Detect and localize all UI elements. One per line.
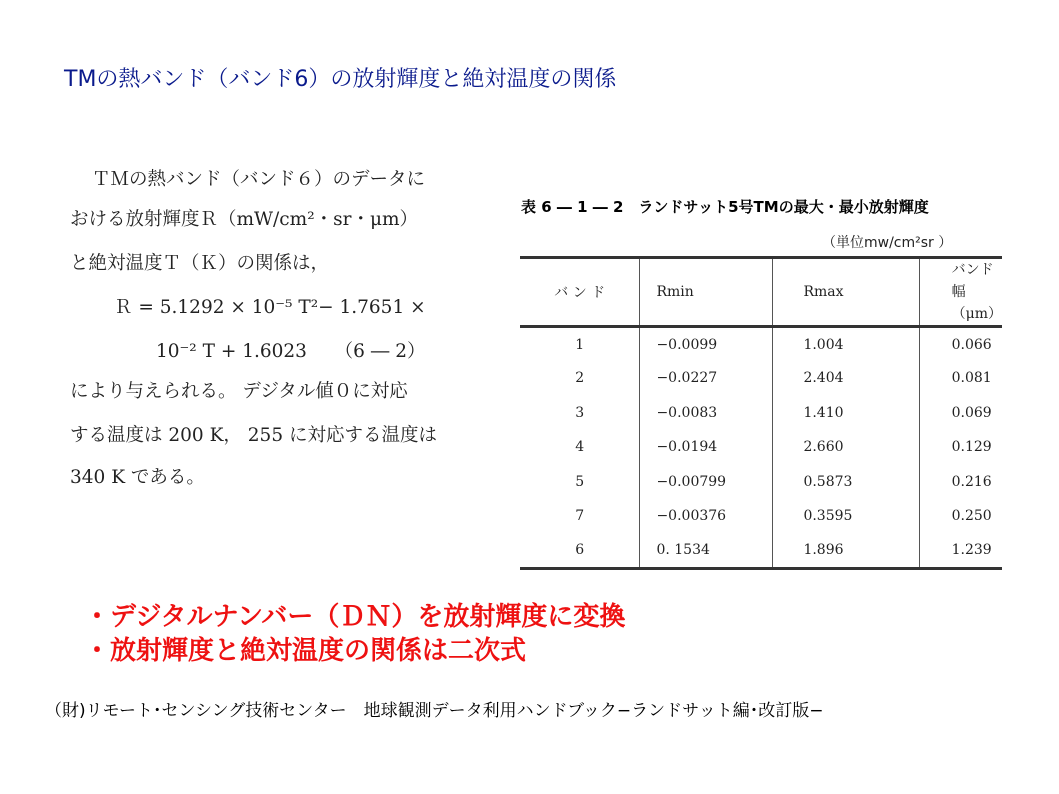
cell-rmax: 1.410 [773,396,919,431]
paragraph-line: おける放射輝度Ｒ（mW/cm²・sr・μm） [70,209,419,230]
paragraph-line: により与えられる。 デジタル値０に対応 [70,381,408,402]
cell-rmin: −0.0099 [640,327,773,362]
cell-rmin: −0.0194 [640,430,773,465]
cell-band: 3 [575,404,585,421]
table-row [520,465,1002,500]
table-row [520,499,1002,534]
cell-bandwidth: 0.069 [919,396,1002,431]
cell-bandwidth: 0.081 [919,361,1002,396]
cell-rmax: 0.3595 [773,499,919,534]
cell-bandwidth: 0.250 [919,499,1002,534]
table-row [520,430,1002,465]
table-row [520,396,1002,431]
formula-line: 10⁻² T + 1.6023 （6 ― 2） [156,341,426,362]
cell-band: 5 [575,473,585,490]
cell-rmin: −0.00376 [640,499,773,534]
paragraph-line: ＴＭの熱バンド（バンド６）のデータに [92,169,426,190]
cell-rmin: 0. 1534 [640,534,773,569]
header-band: バ ン ド [554,285,606,301]
table-unit: （単位mw/cm²sr ） [822,235,953,251]
cell-rmin: −0.0227 [640,361,773,396]
cell-bandwidth: 0.216 [919,465,1002,500]
cell-band: 7 [575,508,585,525]
header-rmax: Rmax [773,258,919,327]
cell-rmax: 1.896 [773,534,919,569]
formula-line: Ｒ = 5.1292 × 10⁻⁵ T²− 1.7651 × [114,297,426,318]
header-bandwidth: バンド幅 （μm） [919,258,1002,327]
slide-title: TMの熱バンド（バンド6）の放射輝度と絶対温度の関係 [64,67,617,92]
header-rmin: Rmin [640,258,773,327]
cell-rmax: 0.5873 [773,465,919,500]
cell-rmax: 1.004 [773,327,919,362]
paragraph-line: と絶対温度Ｔ（Ｋ）の関係は， [70,253,330,274]
table-row [520,534,1002,569]
table-row [520,327,1002,362]
cell-bandwidth: 0.066 [919,327,1002,362]
source-citation: （財)リモート･センシング技術センター 地球観測データ利用ハンドブック−ランドサット編･改訂版− [45,701,824,721]
paragraph-line: する温度は 200 K， 255 に対応する温度は [70,425,437,446]
table-header-row [520,258,1002,327]
cell-rmin: −0.0083 [640,396,773,431]
bullet-item: ・デジタルナンバー（ＤＮ）を放射輝度に変換 [84,602,626,632]
paragraph-line: 340 K である。 [70,467,205,488]
cell-band: 2 [575,370,585,387]
cell-band: 1 [575,336,585,353]
key-points [84,596,625,664]
radiance-table [520,256,1002,570]
cell-bandwidth: 1.239 [919,534,1002,569]
table-row [520,361,1002,396]
cell-rmin: −0.00799 [640,465,773,500]
table-caption: 表 6 ― 1 ― 2 ランドサット5号TMの最大・最小放射輝度 [521,198,929,216]
bullet-item: ・放射輝度と絶対温度の関係は二次式 [84,636,527,666]
cell-band: 6 [575,542,585,558]
cell-bandwidth: 0.129 [919,430,1002,465]
cell-rmax: 2.660 [773,430,919,465]
cell-rmax: 2.404 [773,361,919,396]
cell-band: 4 [575,439,585,456]
